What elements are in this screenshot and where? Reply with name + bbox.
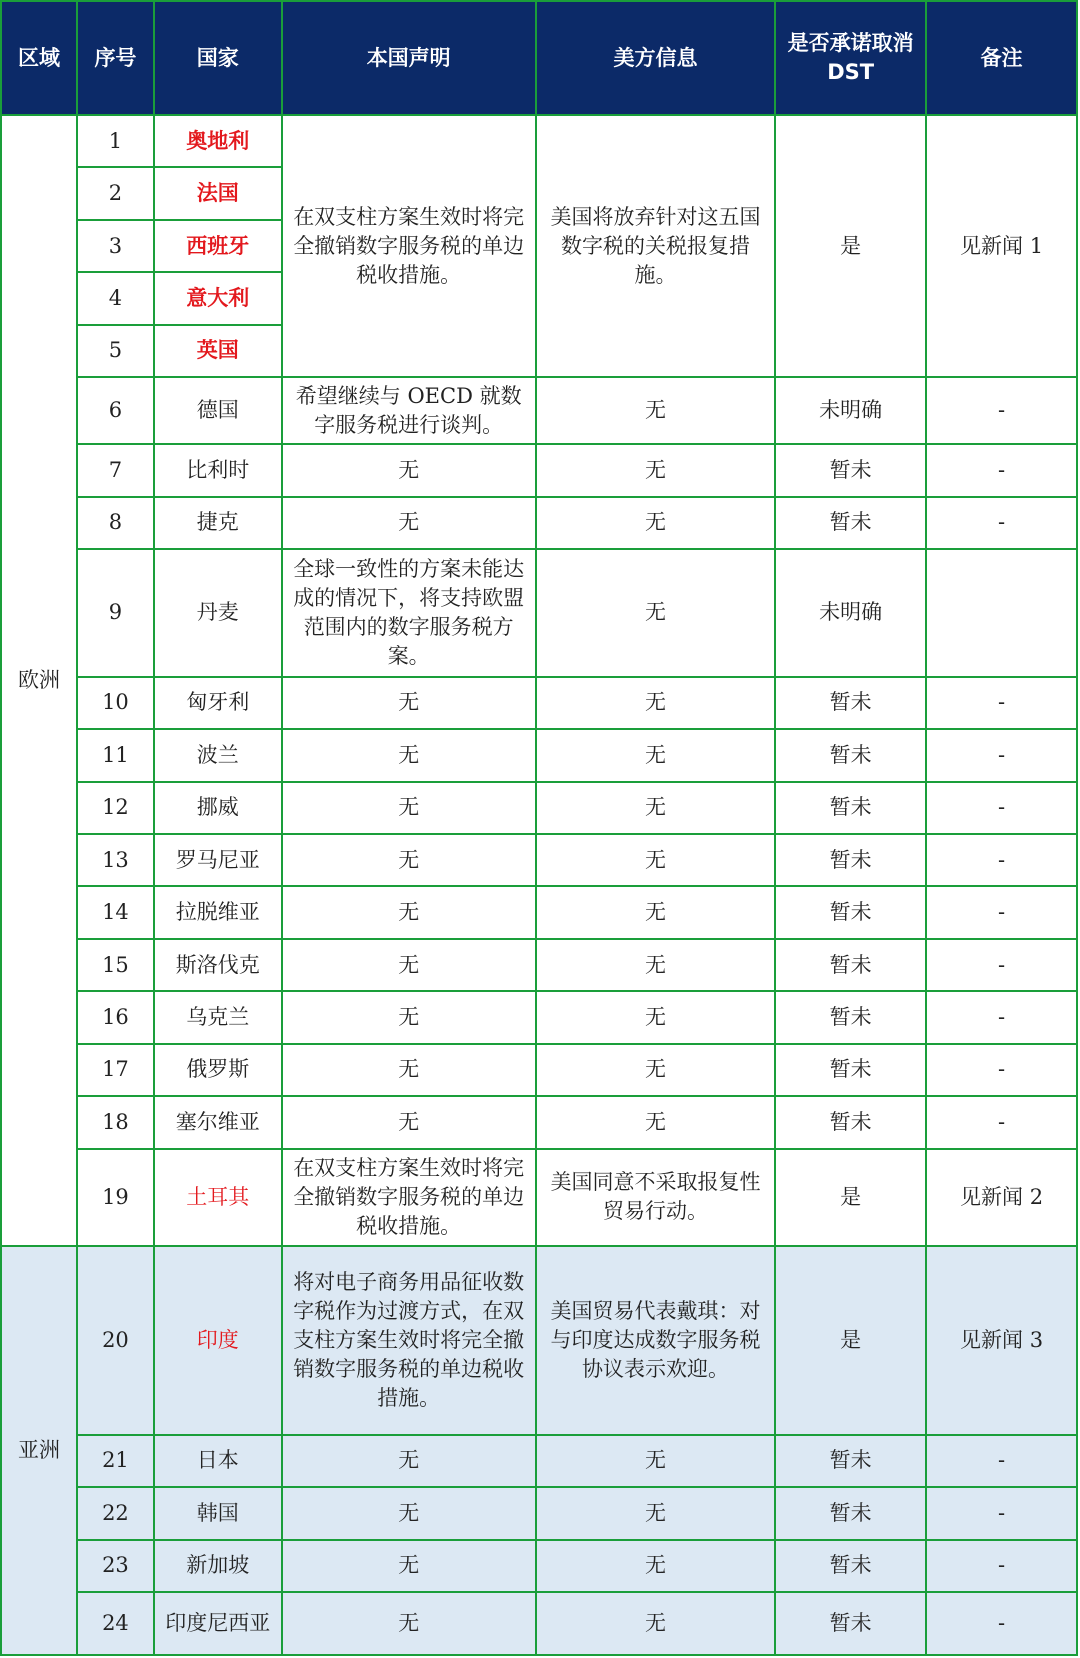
- note-cell: -: [926, 939, 1077, 991]
- table-row: [1, 939, 1077, 991]
- row-number: 20: [77, 1246, 154, 1435]
- own-statement-cell: 无: [282, 497, 536, 549]
- table-row: [1, 1149, 1077, 1246]
- own-statement-cell: 无: [282, 1096, 536, 1148]
- row-number: 14: [77, 886, 154, 938]
- row-number: 21: [77, 1435, 154, 1487]
- table-row: [1, 1435, 1077, 1487]
- country-name: 塞尔维亚: [154, 1096, 282, 1148]
- own-statement-cell: 无: [282, 991, 536, 1043]
- header-us-info: 美方信息: [536, 1, 775, 115]
- us-info-cell: 无: [536, 1540, 775, 1592]
- us-info-cell: 无: [536, 782, 775, 834]
- commit-cell: 是: [775, 115, 926, 377]
- note-cell: -: [926, 497, 1077, 549]
- country-name: 奥地利: [154, 115, 282, 167]
- country-name: 捷克: [154, 497, 282, 549]
- row-number: 17: [77, 1044, 154, 1096]
- header-country: 国家: [154, 1, 282, 115]
- commit-cell: 暂未: [775, 729, 926, 781]
- country-name: 波兰: [154, 729, 282, 781]
- own-statement-cell: 无: [282, 939, 536, 991]
- country-name: 德国: [154, 377, 282, 444]
- table-row: [1, 834, 1077, 886]
- row-number: 12: [77, 782, 154, 834]
- country-name: 韩国: [154, 1487, 282, 1539]
- note-cell: -: [926, 1592, 1077, 1655]
- note-cell: -: [926, 1540, 1077, 1592]
- row-number: 19: [77, 1149, 154, 1246]
- us-info-cell: 无: [536, 1435, 775, 1487]
- commit-cell: 暂未: [775, 497, 926, 549]
- us-info-cell: 无: [536, 1487, 775, 1539]
- country-name: 土耳其: [154, 1149, 282, 1246]
- us-info-cell: 无: [536, 1592, 775, 1655]
- country-name: 英国: [154, 325, 282, 377]
- country-name: 意大利: [154, 272, 282, 324]
- note-cell: -: [926, 444, 1077, 496]
- us-info-cell: 美国贸易代表戴琪：对与印度达成数字服务税协议表示欢迎。: [536, 1246, 775, 1435]
- table-row: [1, 1540, 1077, 1592]
- row-number: 16: [77, 991, 154, 1043]
- commit-cell: 暂未: [775, 939, 926, 991]
- row-number: 24: [77, 1592, 154, 1655]
- table-row: [1, 729, 1077, 781]
- note-cell: 见新闻 2: [926, 1149, 1077, 1246]
- country-name: 匈牙利: [154, 677, 282, 729]
- commit-cell: 暂未: [775, 1044, 926, 1096]
- note-cell: 见新闻 1: [926, 115, 1077, 377]
- us-info-cell: 无: [536, 886, 775, 938]
- us-info-cell: 无: [536, 939, 775, 991]
- row-number: 23: [77, 1540, 154, 1592]
- country-name: 俄罗斯: [154, 1044, 282, 1096]
- own-statement-cell: 无: [282, 782, 536, 834]
- commit-cell: 暂未: [775, 1592, 926, 1655]
- country-name: 斯洛伐克: [154, 939, 282, 991]
- row-number: 8: [77, 497, 154, 549]
- commit-cell: 暂未: [775, 1435, 926, 1487]
- us-info-cell: 无: [536, 444, 775, 496]
- row-number: 3: [77, 220, 154, 272]
- row-number: 4: [77, 272, 154, 324]
- note-cell: -: [926, 377, 1077, 444]
- region-cell-asia: 亚洲: [1, 1246, 77, 1655]
- table-row: [1, 1487, 1077, 1539]
- us-info-cell: 无: [536, 377, 775, 444]
- country-name: 丹麦: [154, 549, 282, 677]
- commit-cell: 暂未: [775, 991, 926, 1043]
- note-cell: -: [926, 1044, 1077, 1096]
- own-statement-cell: 无: [282, 677, 536, 729]
- row-number: 11: [77, 729, 154, 781]
- row-number: 9: [77, 549, 154, 677]
- note-cell: -: [926, 677, 1077, 729]
- table-row: [1, 1096, 1077, 1148]
- table-row: [1, 677, 1077, 729]
- table-row: [1, 991, 1077, 1043]
- commit-cell: 暂未: [775, 1096, 926, 1148]
- us-info-cell: 无: [536, 1096, 775, 1148]
- commit-cell: 是: [775, 1246, 926, 1435]
- us-info-cell: 无: [536, 834, 775, 886]
- us-info-cell: 美国同意不采取报复性贸易行动。: [536, 1149, 775, 1246]
- row-number: 1: [77, 115, 154, 167]
- row-number: 7: [77, 444, 154, 496]
- country-name: 乌克兰: [154, 991, 282, 1043]
- table-row: [1, 115, 1077, 167]
- row-number: 15: [77, 939, 154, 991]
- header-note: 备注: [926, 1, 1077, 115]
- commit-cell: 未明确: [775, 377, 926, 444]
- note-cell: -: [926, 1435, 1077, 1487]
- own-statement-cell: 无: [282, 1044, 536, 1096]
- table-row: [1, 886, 1077, 938]
- own-statement-cell: 无: [282, 1592, 536, 1655]
- header-no: 序号: [77, 1, 154, 115]
- country-name: 印度尼西亚: [154, 1592, 282, 1655]
- country-name: 新加坡: [154, 1540, 282, 1592]
- own-statement-cell: 在双支柱方案生效时将完全撤销数字服务税的单边税收措施。: [282, 115, 536, 377]
- table-row: [1, 782, 1077, 834]
- us-info-cell: 无: [536, 1044, 775, 1096]
- own-statement-cell: 在双支柱方案生效时将完全撤销数字服务税的单边税收措施。: [282, 1149, 536, 1246]
- us-info-cell: 无: [536, 497, 775, 549]
- country-name: 西班牙: [154, 220, 282, 272]
- note-cell: -: [926, 834, 1077, 886]
- own-statement-cell: 无: [282, 1540, 536, 1592]
- country-name: 比利时: [154, 444, 282, 496]
- header-commit-cancel-dst: 是否承诺取消 DST: [775, 1, 926, 115]
- note-cell: -: [926, 729, 1077, 781]
- country-name: 日本: [154, 1435, 282, 1487]
- table-row: [1, 549, 1077, 677]
- commit-cell: 暂未: [775, 782, 926, 834]
- own-statement-cell: 希望继续与 OECD 就数字服务税进行谈判。: [282, 377, 536, 444]
- note-cell: -: [926, 1487, 1077, 1539]
- header-region: 区域: [1, 1, 77, 115]
- country-name: 法国: [154, 167, 282, 219]
- note-cell: -: [926, 991, 1077, 1043]
- us-info-cell: 无: [536, 677, 775, 729]
- country-name: 拉脱维亚: [154, 886, 282, 938]
- own-statement-cell: 将对电子商务用品征收数字税作为过渡方式，在双支柱方案生效时将完全撤销数字服务税的单边税收措施。: [282, 1246, 536, 1435]
- own-statement-cell: 无: [282, 729, 536, 781]
- us-info-cell: 无: [536, 729, 775, 781]
- own-statement-cell: 无: [282, 886, 536, 938]
- us-info-cell: 无: [536, 549, 775, 677]
- row-number: 5: [77, 325, 154, 377]
- table-row: [1, 1592, 1077, 1655]
- note-cell: 见新闻 3: [926, 1246, 1077, 1435]
- header-row: [1, 1, 1077, 115]
- table-row: [1, 1044, 1077, 1096]
- commit-cell: 暂未: [775, 1540, 926, 1592]
- own-statement-cell: 无: [282, 444, 536, 496]
- row-number: 13: [77, 834, 154, 886]
- note-cell: [926, 549, 1077, 677]
- country-name: 印度: [154, 1246, 282, 1435]
- table-row: [1, 497, 1077, 549]
- note-cell: -: [926, 886, 1077, 938]
- us-info-cell: 无: [536, 991, 775, 1043]
- table-row: [1, 377, 1077, 444]
- commit-cell: 是: [775, 1149, 926, 1246]
- commit-cell: 暂未: [775, 1487, 926, 1539]
- country-name: 挪威: [154, 782, 282, 834]
- commit-cell: 未明确: [775, 549, 926, 677]
- row-number: 22: [77, 1487, 154, 1539]
- commit-cell: 暂未: [775, 834, 926, 886]
- commit-cell: 暂未: [775, 444, 926, 496]
- row-number: 10: [77, 677, 154, 729]
- row-number: 2: [77, 167, 154, 219]
- table-row: [1, 1246, 1077, 1435]
- country-name: 罗马尼亚: [154, 834, 282, 886]
- own-statement-cell: 全球一致性的方案未能达成的情况下，将支持欧盟范围内的数字服务税方案。: [282, 549, 536, 677]
- note-cell: -: [926, 782, 1077, 834]
- row-number: 18: [77, 1096, 154, 1148]
- header-own-statement: 本国声明: [282, 1, 536, 115]
- region-cell-europe: 欧洲: [1, 115, 77, 1246]
- table-row: [1, 444, 1077, 496]
- commit-cell: 暂未: [775, 677, 926, 729]
- commit-cell: 暂未: [775, 886, 926, 938]
- note-cell: -: [926, 1096, 1077, 1148]
- own-statement-cell: 无: [282, 834, 536, 886]
- own-statement-cell: 无: [282, 1435, 536, 1487]
- us-info-cell: 美国将放弃针对这五国数字税的关税报复措施。: [536, 115, 775, 377]
- own-statement-cell: 无: [282, 1487, 536, 1539]
- row-number: 6: [77, 377, 154, 444]
